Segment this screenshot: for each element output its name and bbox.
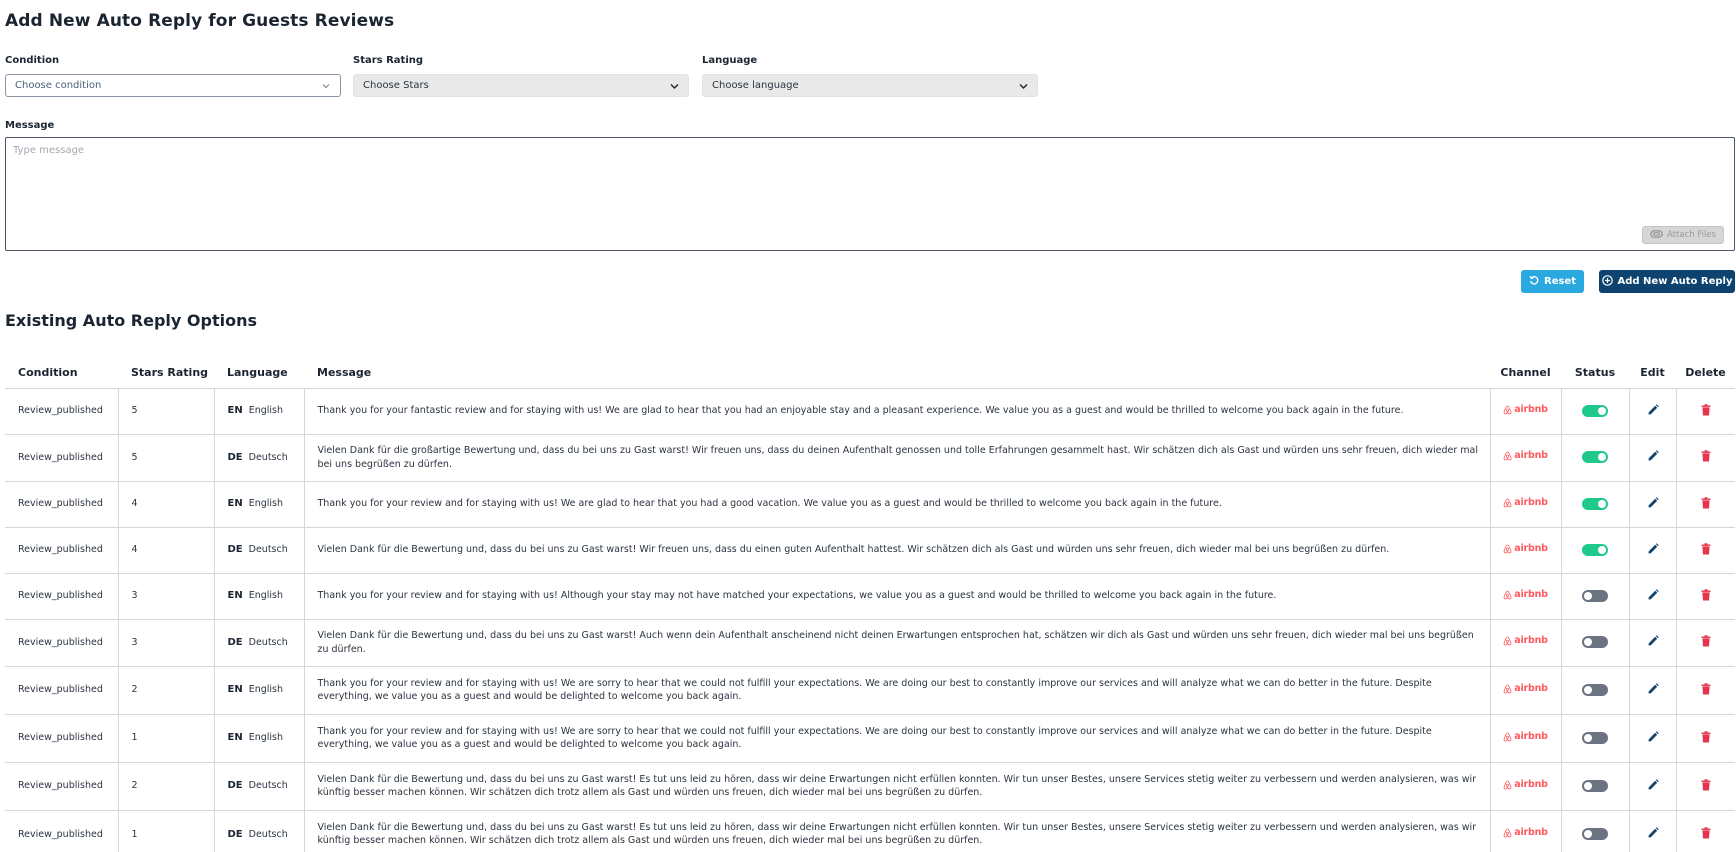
table-body [5,388,1735,852]
trash-icon[interactable] [1698,681,1714,697]
cell-status [1561,481,1629,527]
toggle-knob [1584,638,1592,646]
cell-message: Thank you for your review and for staying with us! We are sorry to hear that we could not fulfill your expectations. We are doing our best to constantly improve our services and will analyze what we can do better in the future. Despite everything, we value you as a guest and would be delighted to welcome you back again. [304,666,1490,714]
header-condition: Condition [18,365,78,379]
cell-delete [1676,619,1735,666]
cell-message: Vielen Dank für die großartige Bewertung und, dass du bei uns zu Gast warst! Wir freuen uns, dass du deinen Aufenthalt genossen und tolle Erfahrungen gesammelt hast. Wir schätzen dich als Gast und würden uns sehr freuen, dich wieder mal bei uns begrüßen zu dürfen. [304,434,1490,481]
chevron-down-icon [1019,82,1027,90]
condition-label: Condition [5,55,60,66]
status-toggle[interactable] [1582,828,1608,840]
auto-reply-table [5,357,1735,852]
cell-stars: 5 [118,388,214,434]
header-language: Language [227,365,288,379]
edit-pencil-icon[interactable] [1645,729,1661,745]
trash-icon[interactable] [1698,402,1714,418]
cell-message: Thank you for your fantastic review and for staying with us! We are glad to hear that you had an enjoyable stay and a pleasant experience. We value you as a guest and would be thrilled to welcome you back again in the future. [304,388,1490,434]
cell-language [214,714,304,762]
cell-delete [1676,762,1735,810]
cell-language [214,573,304,619]
cell-stars: 5 [118,434,214,481]
cell-delete [1676,666,1735,714]
cell-channel [1490,388,1561,434]
table-row [5,434,1735,481]
cell-language [214,810,304,852]
cell-condition: Review_published [5,573,118,619]
chevron-down-icon [322,82,330,90]
trash-icon[interactable] [1698,729,1714,745]
language-name: English [248,405,284,417]
cell-status [1561,714,1629,762]
header-channel: Channel [1500,365,1551,379]
toggle-knob [1584,734,1592,742]
plus-circle-icon [1602,275,1613,289]
table-row [5,666,1735,714]
cell-condition: Review_published [5,619,118,666]
language-name: Deutsch [248,780,288,792]
table-row [5,762,1735,810]
cell-channel [1490,762,1561,810]
language-label: Language [702,55,758,66]
language-code: EN [227,732,243,744]
cell-edit [1629,573,1676,619]
edit-pencil-icon[interactable] [1645,825,1661,841]
cell-condition: Review_published [5,762,118,810]
reset-icon [1529,275,1539,288]
channel-name: airbnb [1514,588,1548,600]
channel-name: airbnb [1514,730,1548,742]
stars-select-value: Choose Stars [363,80,429,91]
cell-language [214,619,304,666]
airbnb-logo [1503,826,1548,840]
airbnb-logo [1503,778,1548,792]
airbnb-logo [1503,449,1548,463]
trash-icon[interactable] [1698,587,1714,603]
language-code: EN [227,498,243,510]
table-row [5,714,1735,762]
paperclip-icon [1650,230,1663,241]
cell-edit [1629,810,1676,852]
header-stars: Stars Rating [131,365,209,379]
cell-delete [1676,434,1735,481]
status-toggle[interactable] [1582,590,1608,602]
cell-language [214,666,304,714]
toggle-knob [1584,830,1592,838]
toggle-knob [1598,500,1606,508]
trash-icon[interactable] [1698,541,1714,557]
condition-select-value: Choose condition [15,80,102,91]
cell-channel [1490,434,1561,481]
cell-stars: 3 [118,619,214,666]
language-code: EN [227,590,243,602]
cell-edit [1629,481,1676,527]
status-toggle[interactable] [1582,544,1608,556]
table-row [5,481,1735,527]
reset-button[interactable] [1521,270,1584,293]
cell-channel [1490,619,1561,666]
table-header-row [5,357,1735,388]
cell-edit [1629,388,1676,434]
edit-pencil-icon[interactable] [1645,587,1661,603]
language-code: EN [227,405,243,417]
trash-icon[interactable] [1698,825,1714,841]
cell-status [1561,762,1629,810]
airbnb-logo [1503,730,1548,744]
language-name: English [248,498,284,510]
channel-name: airbnb [1514,778,1548,790]
edit-pencil-icon[interactable] [1645,448,1661,464]
language-name: Deutsch [248,451,288,463]
edit-pencil-icon[interactable] [1645,777,1661,793]
language-code: DE [227,451,243,463]
toggle-knob [1584,782,1592,790]
trash-icon[interactable] [1698,633,1714,649]
header-message: Message [317,365,372,379]
edit-pencil-icon[interactable] [1645,402,1661,418]
cell-condition: Review_published [5,481,118,527]
language-name: Deutsch [248,544,288,556]
cell-status [1561,388,1629,434]
cell-status [1561,527,1629,573]
cell-language [214,434,304,481]
cell-stars: 1 [118,810,214,852]
cell-message: Thank you for your review and for staying with us! Although your stay may not have matched your expectations, we value you as a guest and would be thrilled to welcome you back again in the future. [304,573,1490,619]
airbnb-logo [1503,588,1548,602]
status-toggle[interactable] [1582,405,1608,417]
language-select[interactable] [702,74,1038,97]
cell-status [1561,810,1629,852]
attach-files-label: Attach Files [1667,230,1716,240]
toggle-knob [1598,453,1606,461]
channel-name: airbnb [1514,827,1548,839]
toggle-knob [1584,686,1592,694]
airbnb-logo [1503,542,1548,556]
message-placeholder: Type message [13,145,85,156]
channel-name: airbnb [1514,635,1548,647]
language-code: DE [227,780,243,792]
airbnb-logo [1503,496,1548,510]
cell-condition: Review_published [5,810,118,852]
chevron-down-icon [670,82,678,90]
cell-stars: 4 [118,481,214,527]
cell-channel [1490,666,1561,714]
header-edit: Edit [1640,365,1665,379]
cell-channel [1490,714,1561,762]
cell-condition: Review_published [5,388,118,434]
airbnb-logo [1503,682,1548,696]
cell-channel [1490,573,1561,619]
language-code: DE [227,828,243,840]
reset-button-label: Reset [1544,276,1576,287]
cell-message: Thank you for your review and for staying with us! We are sorry to hear that we could not fulfill your expectations. We are doing our best to constantly improve our services and will analyze what we can do better in the future. Despite everything, we value you as a guest and would be delighted to welcome you back again. [304,714,1490,762]
cell-message: Thank you for your review and for staying with us! We are glad to hear that you had a good vacation. We value you as a guest and would be thrilled to welcome you back again in the future. [304,481,1490,527]
cell-message: Vielen Dank für die Bewertung und, dass du bei uns zu Gast warst! Auch wenn dein Aufenthalt anscheinend nicht deinen Erwartungen entsprochen hat, schätzen wir dich als Gast und würden uns sehr freuen, dich wieder mal bei uns begrüßen zu dürfen. [304,619,1490,666]
edit-pencil-icon[interactable] [1645,495,1661,511]
cell-condition: Review_published [5,434,118,481]
section-title: Existing Auto Reply Options [5,311,257,330]
cell-stars: 4 [118,527,214,573]
language-code: DE [227,544,243,556]
cell-stars: 2 [118,762,214,810]
cell-message: Vielen Dank für die Bewertung und, dass du bei uns zu Gast warst! Wir freuen uns, dass du einen guten Aufenthalt hattest. Wir schätzen dich als Gast und würden uns sehr freuen, dich wieder mal bei uns begrüßen zu dürfen. [304,527,1490,573]
cell-delete [1676,388,1735,434]
status-toggle[interactable] [1582,451,1608,463]
table-row [5,388,1735,434]
cell-delete [1676,481,1735,527]
cell-channel [1490,481,1561,527]
language-name: Deutsch [248,828,288,840]
cell-channel [1490,810,1561,852]
edit-pencil-icon[interactable] [1645,633,1661,649]
cell-stars: 3 [118,573,214,619]
cell-edit [1629,619,1676,666]
header-status: Status [1574,365,1616,379]
condition-select[interactable] [5,74,341,97]
cell-status [1561,619,1629,666]
language-code: EN [227,684,243,696]
status-toggle[interactable] [1582,636,1608,648]
table-row [5,810,1735,852]
cell-edit [1629,666,1676,714]
cell-delete [1676,810,1735,852]
cell-stars: 1 [118,714,214,762]
language-name: Deutsch [248,636,288,648]
cell-language [214,481,304,527]
edit-pencil-icon[interactable] [1645,541,1661,557]
cell-edit [1629,762,1676,810]
header-delete: Delete [1685,365,1726,379]
status-toggle[interactable] [1582,684,1608,696]
airbnb-logo [1503,634,1548,648]
cell-condition: Review_published [5,666,118,714]
trash-icon[interactable] [1698,777,1714,793]
cell-stars: 2 [118,666,214,714]
language-code: DE [227,636,243,648]
airbnb-logo [1503,403,1548,417]
toggle-knob [1584,592,1592,600]
add-new-auto-reply-button[interactable] [1599,270,1735,293]
table-row [5,573,1735,619]
toggle-knob [1598,546,1606,554]
language-select-value: Choose language [712,80,799,91]
cell-language [214,388,304,434]
cell-language [214,527,304,573]
status-toggle[interactable] [1582,732,1608,744]
cell-status [1561,666,1629,714]
cell-edit [1629,714,1676,762]
cell-edit [1629,434,1676,481]
channel-name: airbnb [1514,496,1548,508]
page-title: Add New Auto Reply for Guests Reviews [5,11,395,31]
cell-condition: Review_published [5,714,118,762]
channel-name: airbnb [1514,403,1548,415]
trash-icon[interactable] [1698,448,1714,464]
cell-edit [1629,527,1676,573]
cell-status [1561,434,1629,481]
toggle-knob [1598,407,1606,415]
message-label: Message [5,120,55,131]
channel-name: airbnb [1514,542,1548,554]
message-textarea[interactable] [5,137,1735,251]
cell-condition: Review_published [5,527,118,573]
cell-message: Vielen Dank für die Bewertung und, dass du bei uns zu Gast warst! Es tut uns leid zu hören, dass wir deine Erwartungen nicht erfüllen konnten. Wir tun unser Bestes, unsere Services stetig weiter zu verbessern und werden analysieren, was wir künftig besser machen können. Wir schätzen dich trotz allem als Gast und würden uns freuen, dich wieder mal bei uns begrüßen zu dürfen. [304,810,1490,852]
cell-status [1561,573,1629,619]
attach-files-button[interactable] [1642,226,1724,244]
cell-message: Vielen Dank für die Bewertung und, dass du bei uns zu Gast warst! Es tut uns leid zu hören, dass wir deine Erwartungen nicht erfüllen konnten. Wir tun unser Bestes, unsere Services stetig weiter zu verbessern und werden analysieren, was wir künftig besser machen können. Wir schätzen dich trotz allem als Gast und würden uns freuen, dich wieder mal bei uns begrüßen zu dürfen. [304,762,1490,810]
language-name: English [248,684,284,696]
cell-delete [1676,573,1735,619]
cell-language [214,762,304,810]
channel-name: airbnb [1514,682,1548,694]
table-row [5,527,1735,573]
stars-label: Stars Rating [353,55,424,66]
cell-delete [1676,714,1735,762]
table-row [5,619,1735,666]
edit-pencil-icon[interactable] [1645,681,1661,697]
trash-icon[interactable] [1698,495,1714,511]
status-toggle[interactable] [1582,498,1608,510]
cell-delete [1676,527,1735,573]
channel-name: airbnb [1514,450,1548,462]
cell-channel [1490,527,1561,573]
language-name: English [248,732,284,744]
stars-select[interactable] [353,74,689,97]
language-name: English [248,590,284,602]
status-toggle[interactable] [1582,780,1608,792]
add-new-auto-reply-label: Add New Auto Reply [1617,276,1733,287]
